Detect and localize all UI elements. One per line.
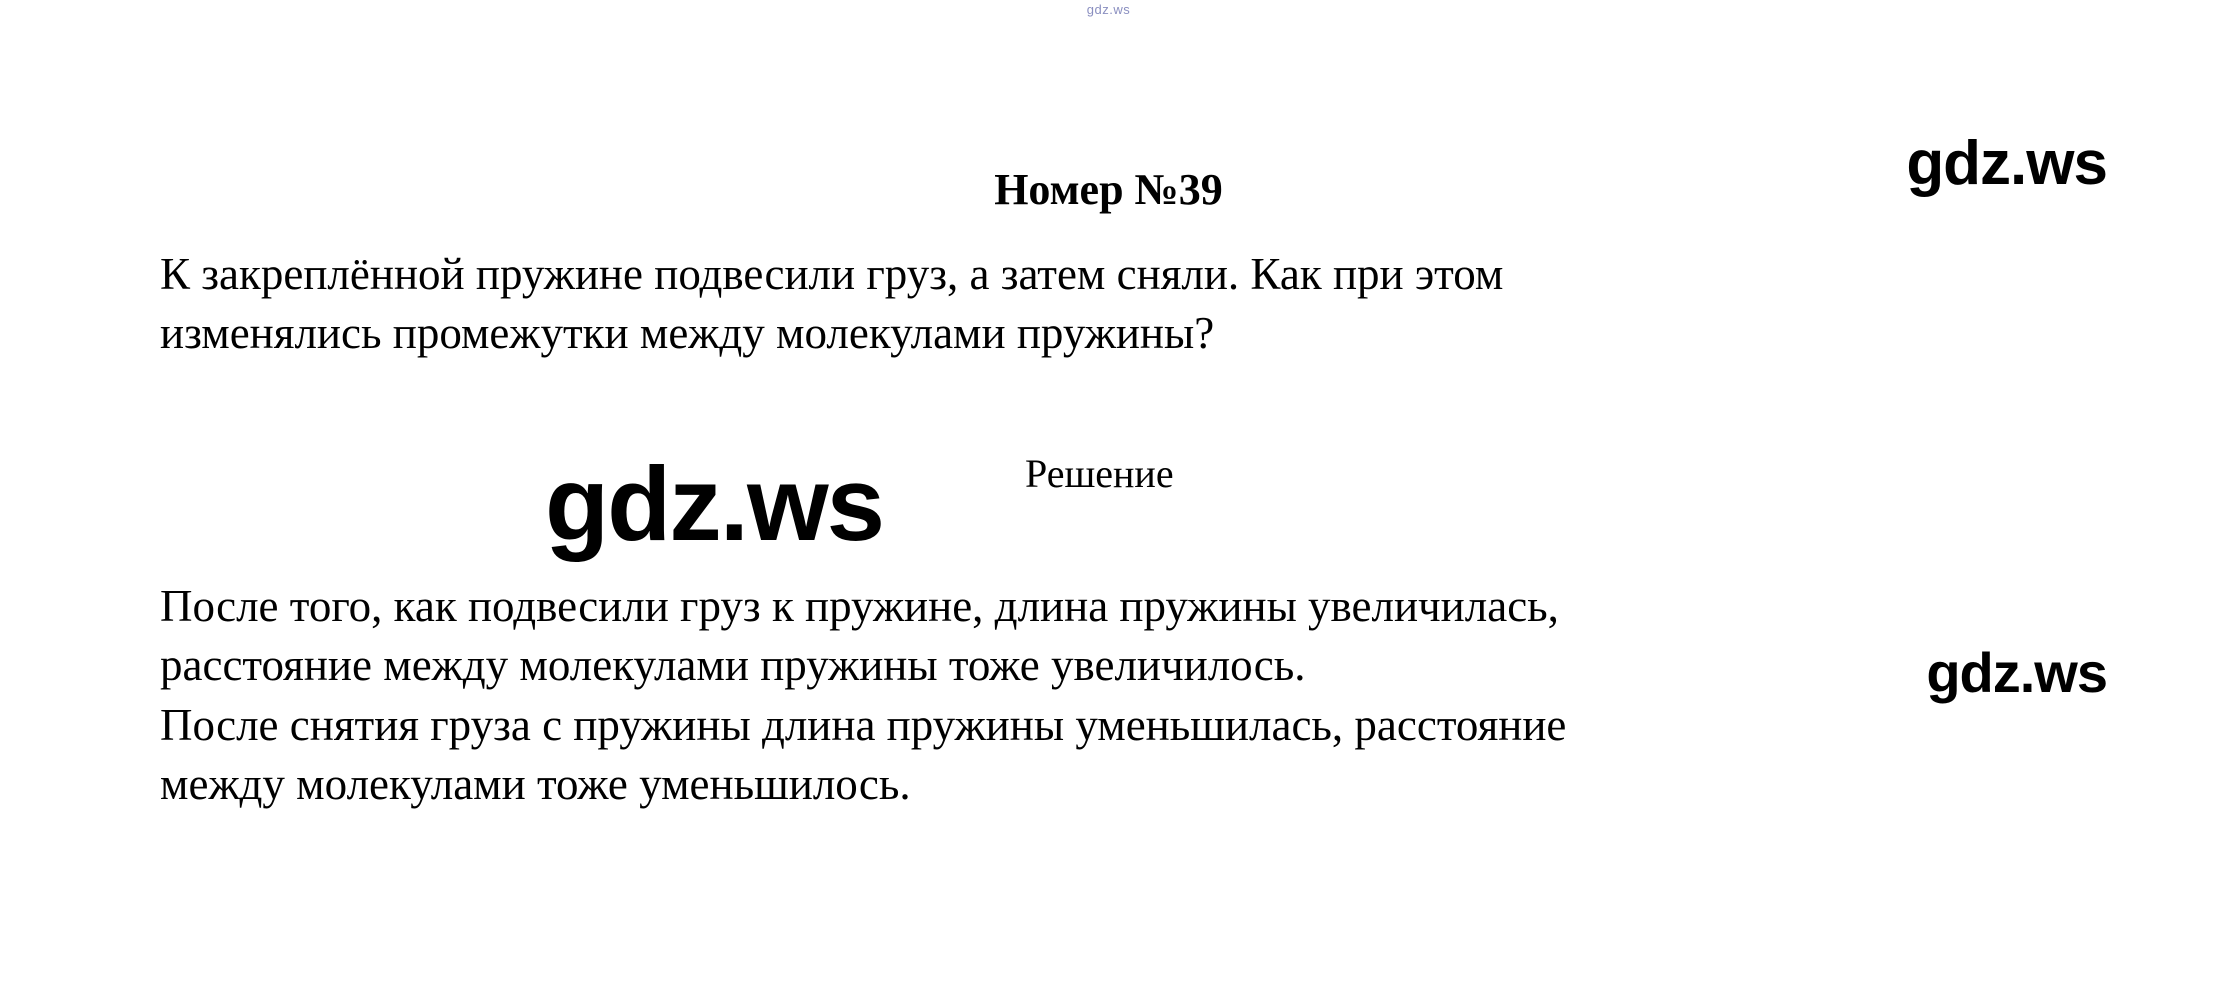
question-block [160, 245, 2080, 364]
watermark-center: gdz.ws [545, 446, 884, 563]
page-title: Номер №39 [994, 165, 1223, 215]
top-watermark-text: gdz.ws [1086, 2, 1131, 17]
watermark-top-right: gdz.ws [1906, 129, 2107, 198]
solution-label: Решение [1025, 451, 1174, 496]
answer-line: После снятия груза с пружины длина пружины уменьшилась, расстояние [160, 699, 1567, 750]
question-line: К закреплённой пружине подвесили груз, а затем сняли. Как при этом [160, 249, 1504, 299]
answer-line: После того, как подвесили груз к пружине, длина пружины увеличилась, [160, 581, 1559, 631]
watermark-mid-right: gdz.ws [1926, 641, 2107, 704]
answer-block [160, 577, 2080, 815]
question-line: изменялись промежутки между молекулами пружины? [160, 308, 1215, 359]
answer-line: расстояние между молекулами пружины тоже увеличилось. [160, 640, 1306, 691]
answer-line: между молекулами тоже уменьшилось. [160, 759, 911, 810]
